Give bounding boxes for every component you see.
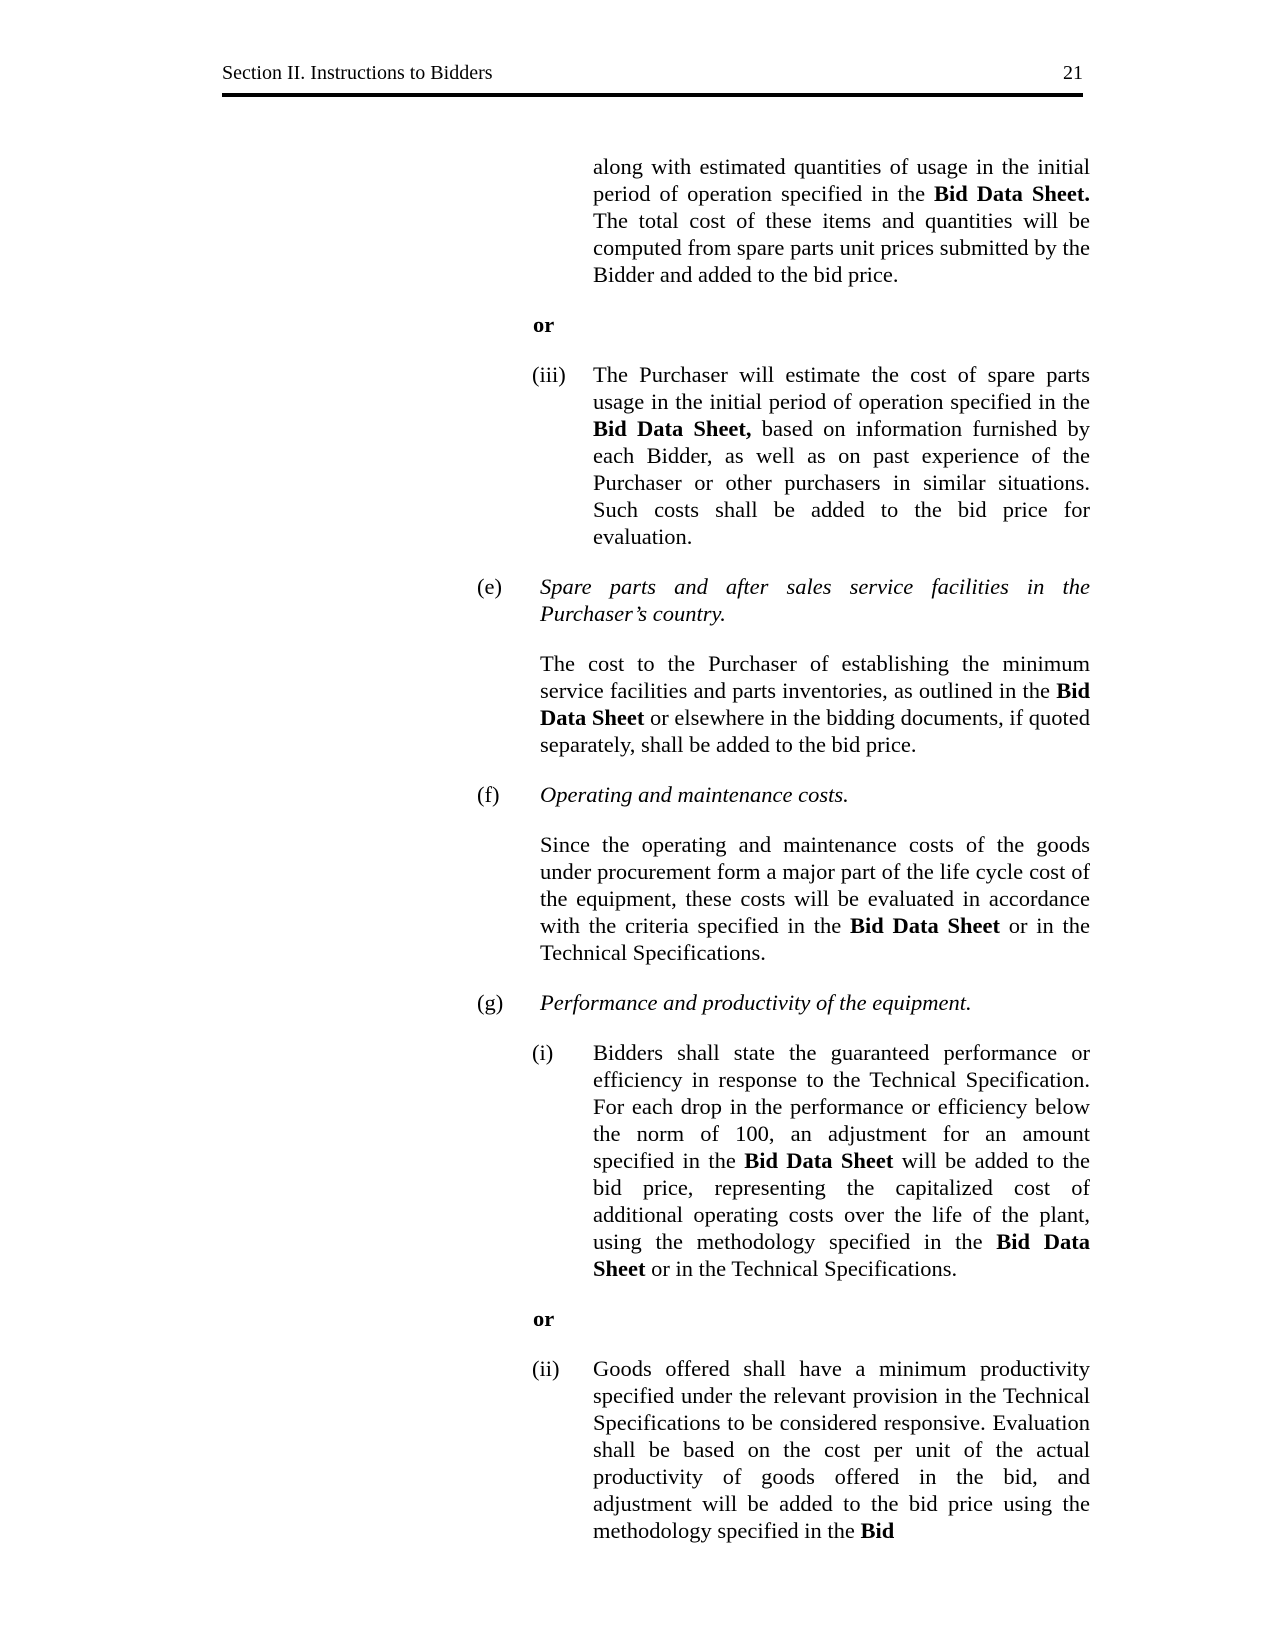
list-item-g xyxy=(477,989,1090,1016)
text-segment: The total cost of these items and quantities will be computed from spare parts unit prices submitted by the Bidder and added to the bid price. xyxy=(593,207,1090,287)
bid-emphasis: Bid xyxy=(860,1517,895,1543)
bid-data-sheet-emphasis: Bid Data Sheet. xyxy=(933,180,1090,206)
bid-data-sheet-emphasis: Bid Data Sheet xyxy=(540,677,1090,730)
list-item-iii xyxy=(532,361,1090,550)
paragraph-operating-costs xyxy=(540,831,1090,966)
list-item-e xyxy=(477,573,1090,627)
bid-data-sheet-emphasis: Bid Data Sheet xyxy=(849,912,1000,938)
list-item-label: (g) xyxy=(477,989,504,1015)
document-body xyxy=(477,130,1090,1567)
text-segment: along with estimated quantities of usage in the initial period of operation specified in the xyxy=(593,153,1090,206)
list-item-title: Performance and productivity of the equipment. xyxy=(540,989,972,1015)
or-connector: or xyxy=(533,1305,555,1331)
list-item-text xyxy=(593,1355,1090,1544)
list-item-i xyxy=(532,1039,1090,1282)
list-item-f xyxy=(477,781,1090,808)
text-segment: or elsewhere in the bidding documents, if quoted separately, shall be added to the bid price. xyxy=(540,704,1090,757)
list-item-label: (f) xyxy=(477,781,500,807)
list-item-text xyxy=(593,361,1090,550)
bid-data-sheet-emphasis: Bid Data Sheet xyxy=(593,1228,1090,1281)
text-segment: Bidders shall state the guaranteed performance or efficiency in response to the Technical Specification. For each drop in the performance or efficiency below the norm of 100, an adjustment for an amount specified in the xyxy=(593,1039,1090,1173)
text-segment: or in the Technical Specifications. xyxy=(645,1255,958,1281)
text-segment: will be added to the bid price, representing the capitalized cost of additional operating costs over the life of the plant, using the methodology specified in the xyxy=(593,1147,1090,1254)
list-item-text xyxy=(593,1039,1090,1282)
paragraph-spare-parts-quantities xyxy=(593,153,1090,288)
page-header xyxy=(222,60,1083,97)
text-segment: Goods offered shall have a minimum productivity specified under the relevant provision in the Technical Specifications to be considered responsive. Evaluation shall be based on the cost per unit of the actual productivity of goods offered in the bid, and adjustment will be added to the bid price using the methodology specified in the xyxy=(593,1355,1090,1543)
or-connector: or xyxy=(533,311,555,337)
paragraph-service-facilities xyxy=(540,650,1090,758)
list-item-title: Operating and maintenance costs. xyxy=(540,781,849,807)
running-header-title: Section II. Instructions to Bidders xyxy=(222,62,493,84)
list-item-label: (e) xyxy=(477,573,502,599)
text-segment: The cost to the Purchaser of establishing the minimum service facilities and parts inventories, as outlined in the xyxy=(540,650,1090,703)
list-item-title: Spare parts and after sales service facilities in the Purchaser’s country. xyxy=(540,573,1090,626)
text-segment: Since the operating and maintenance costs of the goods under procurement form a major part of the life cycle cost of the equipment, these costs will be evaluated in accordance with the criteria specified in the xyxy=(540,831,1090,938)
text-segment: based on information furnished by each Bidder, as well as on past experience of the Purchaser or other purchasers in similar situations. Such costs shall be added to the bid price for evaluation. xyxy=(593,415,1090,549)
page-number: 21 xyxy=(1063,62,1083,84)
list-item-ii xyxy=(532,1355,1090,1544)
list-item-label: (iii) xyxy=(532,361,566,387)
bid-data-sheet-emphasis: Bid Data Sheet, xyxy=(593,415,752,441)
text-segment: The Purchaser will estimate the cost of spare parts usage in the initial period of operation specified in the xyxy=(593,361,1090,414)
list-item-label: (i) xyxy=(532,1039,554,1065)
list-item-label: (ii) xyxy=(532,1355,560,1381)
bid-data-sheet-emphasis: Bid Data Sheet xyxy=(744,1147,894,1173)
text-segment: or in the Technical Specifications. xyxy=(540,912,1090,965)
